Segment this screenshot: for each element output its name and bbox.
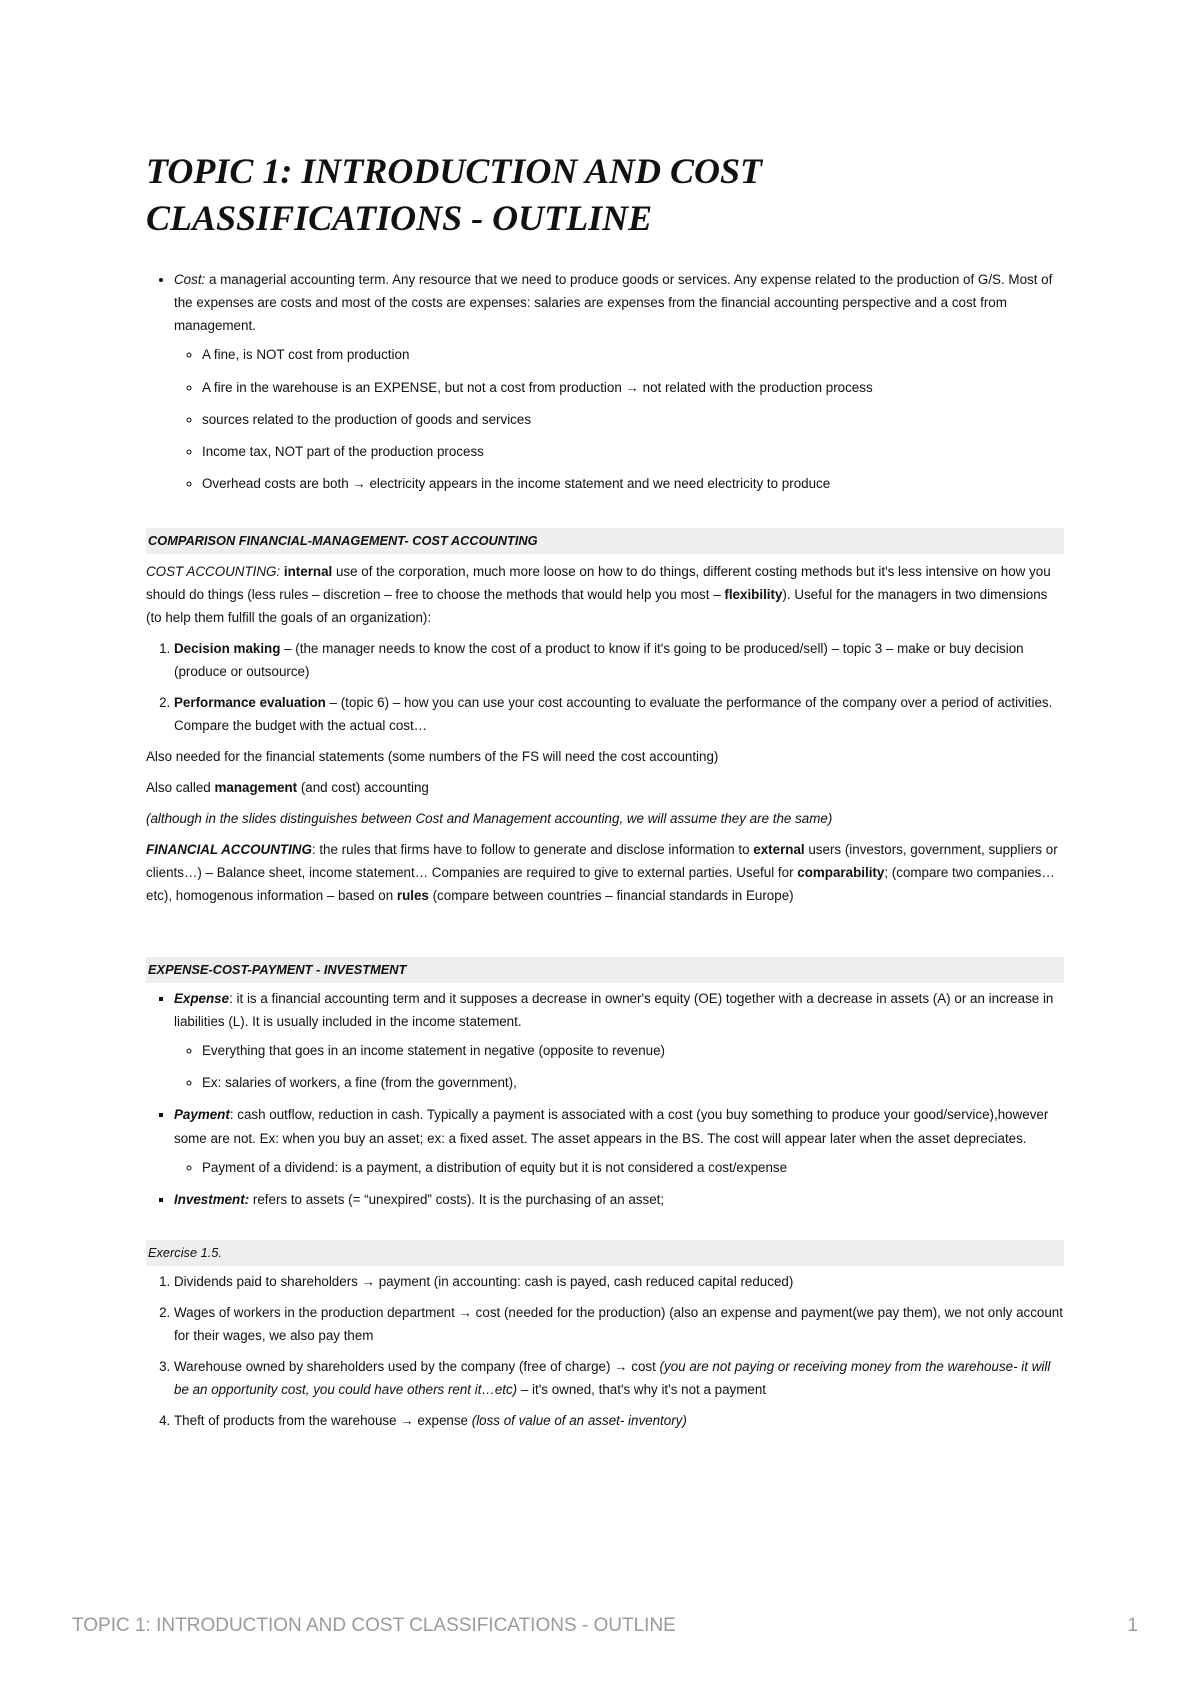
list-item — [174, 1355, 1064, 1401]
exercise-list — [146, 1270, 1064, 1432]
page-title — [146, 148, 1064, 242]
page-footer — [72, 1615, 1138, 1637]
payment-item — [174, 1103, 1064, 1178]
investment-text: refers to assets (= “unexpired” costs). It is the purchasing of an asset; — [249, 1191, 665, 1207]
page-number: 1 — [1127, 1615, 1138, 1636]
payment-text: : cash outflow, reduction in cash. Typically a payment is associated with a cost (you buy something to produce your good/service),however some are not. Ex: when you buy an asset; ex: a fixed asset. The asset appears in the BS. The cost will appear later when the asset depreciates. — [174, 1107, 1049, 1146]
list-item — [174, 1409, 1064, 1432]
exercise-3-text: Warehouse owned by shareholders used by the company (free of charge) → cost — [174, 1358, 660, 1374]
exercise-section-header: Exercise 1.5. — [146, 1240, 1064, 1266]
payment-sublist — [174, 1156, 1064, 1179]
fa-text-1: : the rules that firms have to follow to generate and disclose information to — [311, 842, 754, 858]
financial-accounting-paragraph — [146, 838, 1064, 907]
flexibility-word: flexibility — [724, 586, 783, 602]
title-line-1: TOPIC 1: INTRODUCTION AND COST — [146, 151, 763, 191]
cost-definition: a managerial accounting term. Any resource that we need to produce goods or services. Any expense related to the production of G/S. Most of the expenses are costs and most of the costs are expenses: salaries are expenses from the financial accounting perspective and a cost from management. — [174, 272, 1053, 334]
performance-evaluation-text: – (topic 6) – how you can use your cost accounting to evaluate the performance of the company over a period of activities. Compare the budget with the actual cost… — [174, 694, 1053, 733]
rules-word: rules — [396, 888, 429, 904]
cost-accounting-label: COST ACCOUNTING: — [146, 563, 281, 579]
title-line-2: CLASSIFICATIONS - OUTLINE — [146, 198, 653, 239]
exercise-4-italic: (loss of value of an asset- inventory) — [471, 1412, 687, 1428]
decision-making-text: – (the manager needs to know the cost of a product to know if it's going to be produced/sell) – topic 3 – make or buy decision (produce or outsource) — [174, 640, 1024, 679]
list-item: 2. Wages of workers in the production department → cost (needed for the production) (also an expense and payment(we pay them), we not only account for their wages, we also pay them — [174, 1301, 1064, 1347]
cost-sublist — [174, 343, 1064, 494]
comparison-section-header: COMPARISON FINANCIAL-MANAGEMENT- COST ACCOUNTING — [146, 528, 1064, 554]
cost-sub-item: ◦ A fire in the warehouse is an EXPENSE, but not a cost from production → not related with the production process — [202, 376, 1064, 399]
ecpi-list — [146, 987, 1064, 1210]
exercise-4-text: Theft of products from the warehouse → expense — [174, 1412, 472, 1428]
fa-text-3: ; (compare two companies…etc), homogenous information – based on — [146, 865, 1055, 904]
also-called-post: (and cost) accounting — [297, 780, 429, 796]
cost-accounting-text-2: ). Useful for the managers in two dimensions (to help them fulfill the goals of an organization): — [146, 586, 1048, 625]
cost-term: Cost: — [174, 272, 206, 288]
exercise-3-italic: (you are not paying or receiving money from the warehouse- it will be an opportunity cost, you could have others rent it…etc) — [174, 1358, 1051, 1397]
cost-sub-item: ◦ sources related to the production of goods and services — [202, 408, 1064, 431]
cost-sub-item: ◦ Income tax, NOT part of the production process — [202, 440, 1064, 463]
exercise-3-tail: – it's owned, that's why it's not a payment — [517, 1381, 766, 1397]
expense-sub-item: ◦ Everything that goes in an income statement in negative (opposite to revenue) — [202, 1039, 1064, 1062]
page-content — [146, 148, 1064, 1440]
cost-sub-item: ◦ Overhead costs are both → electricity appears in the income statement and we need electricity to produce — [202, 472, 1064, 495]
list-item — [174, 691, 1064, 737]
decision-making-label: Decision making — [174, 640, 281, 656]
cost-item — [174, 268, 1064, 494]
management-word: management — [214, 780, 298, 796]
also-needed-text: Also needed for the financial statements (some numbers of the FS will need the cost accounting) — [146, 749, 719, 765]
internal-word: internal — [283, 563, 333, 579]
payment-label: Payment — [174, 1107, 230, 1123]
fa-text-4: (compare between countries – financial standards in Europe) — [428, 888, 794, 904]
slides-note-text: (although in the slides distinguishes between Cost and Management accounting, we will assume they are the same) — [146, 811, 833, 827]
external-word: external — [753, 842, 805, 858]
fa-text-2: users (investors, government, suppliers or clients…) – Balance sheet, income statement… Companies are required to give to external parties. Useful for — [146, 842, 1058, 881]
slides-note — [146, 807, 1064, 830]
list-item: 1. Dividends paid to shareholders → payment (in accounting: cash is payed, cash reduced capital reduced) — [174, 1270, 1064, 1293]
performance-evaluation-label: Performance evaluation — [174, 694, 326, 710]
expense-text: : it is a financial accounting term and it supposes a decrease in owner's equity (OE) together with a decrease in assets (A) or an increase in liabilities (L). It is usually included in the income statement. — [174, 991, 1054, 1030]
ecpi-section-header: EXPENSE-COST-PAYMENT - INVESTMENT — [146, 957, 1064, 983]
financial-accounting-label: FINANCIAL ACCOUNTING — [146, 842, 312, 858]
payment-sub-item: ◦ Payment of a dividend: is a payment, a distribution of equity but it is not considered a cost/expense — [202, 1156, 1064, 1179]
expense-sublist — [174, 1039, 1064, 1094]
cost-accounting-paragraph — [146, 560, 1064, 629]
cost-sub-item: ◦ A fine, is NOT cost from production — [202, 343, 1064, 366]
also-called-pre: Also called — [146, 780, 215, 796]
cost-accounting-text: use of the corporation, much more loose on how to do things, different costing methods but it's less intensive on how you should do things (less rules – discretion – free to choose the methods that would help you most – — [146, 563, 1051, 602]
cost-list — [146, 268, 1064, 494]
investment-label: Investment: — [174, 1191, 250, 1207]
manager-dimensions-list — [146, 637, 1064, 737]
list-item — [174, 637, 1064, 683]
investment-item — [174, 1188, 1064, 1211]
expense-label: Expense — [174, 991, 230, 1007]
also-called-text — [146, 776, 1064, 799]
expense-sub-item: ◦ Ex: salaries of workers, a fine (from the government), — [202, 1071, 1064, 1094]
footer-title: TOPIC 1: INTRODUCTION AND COST CLASSIFICATIONS - OUTLINE — [72, 1615, 676, 1636]
comparability-word: comparability — [797, 865, 885, 881]
expense-item — [174, 987, 1064, 1094]
